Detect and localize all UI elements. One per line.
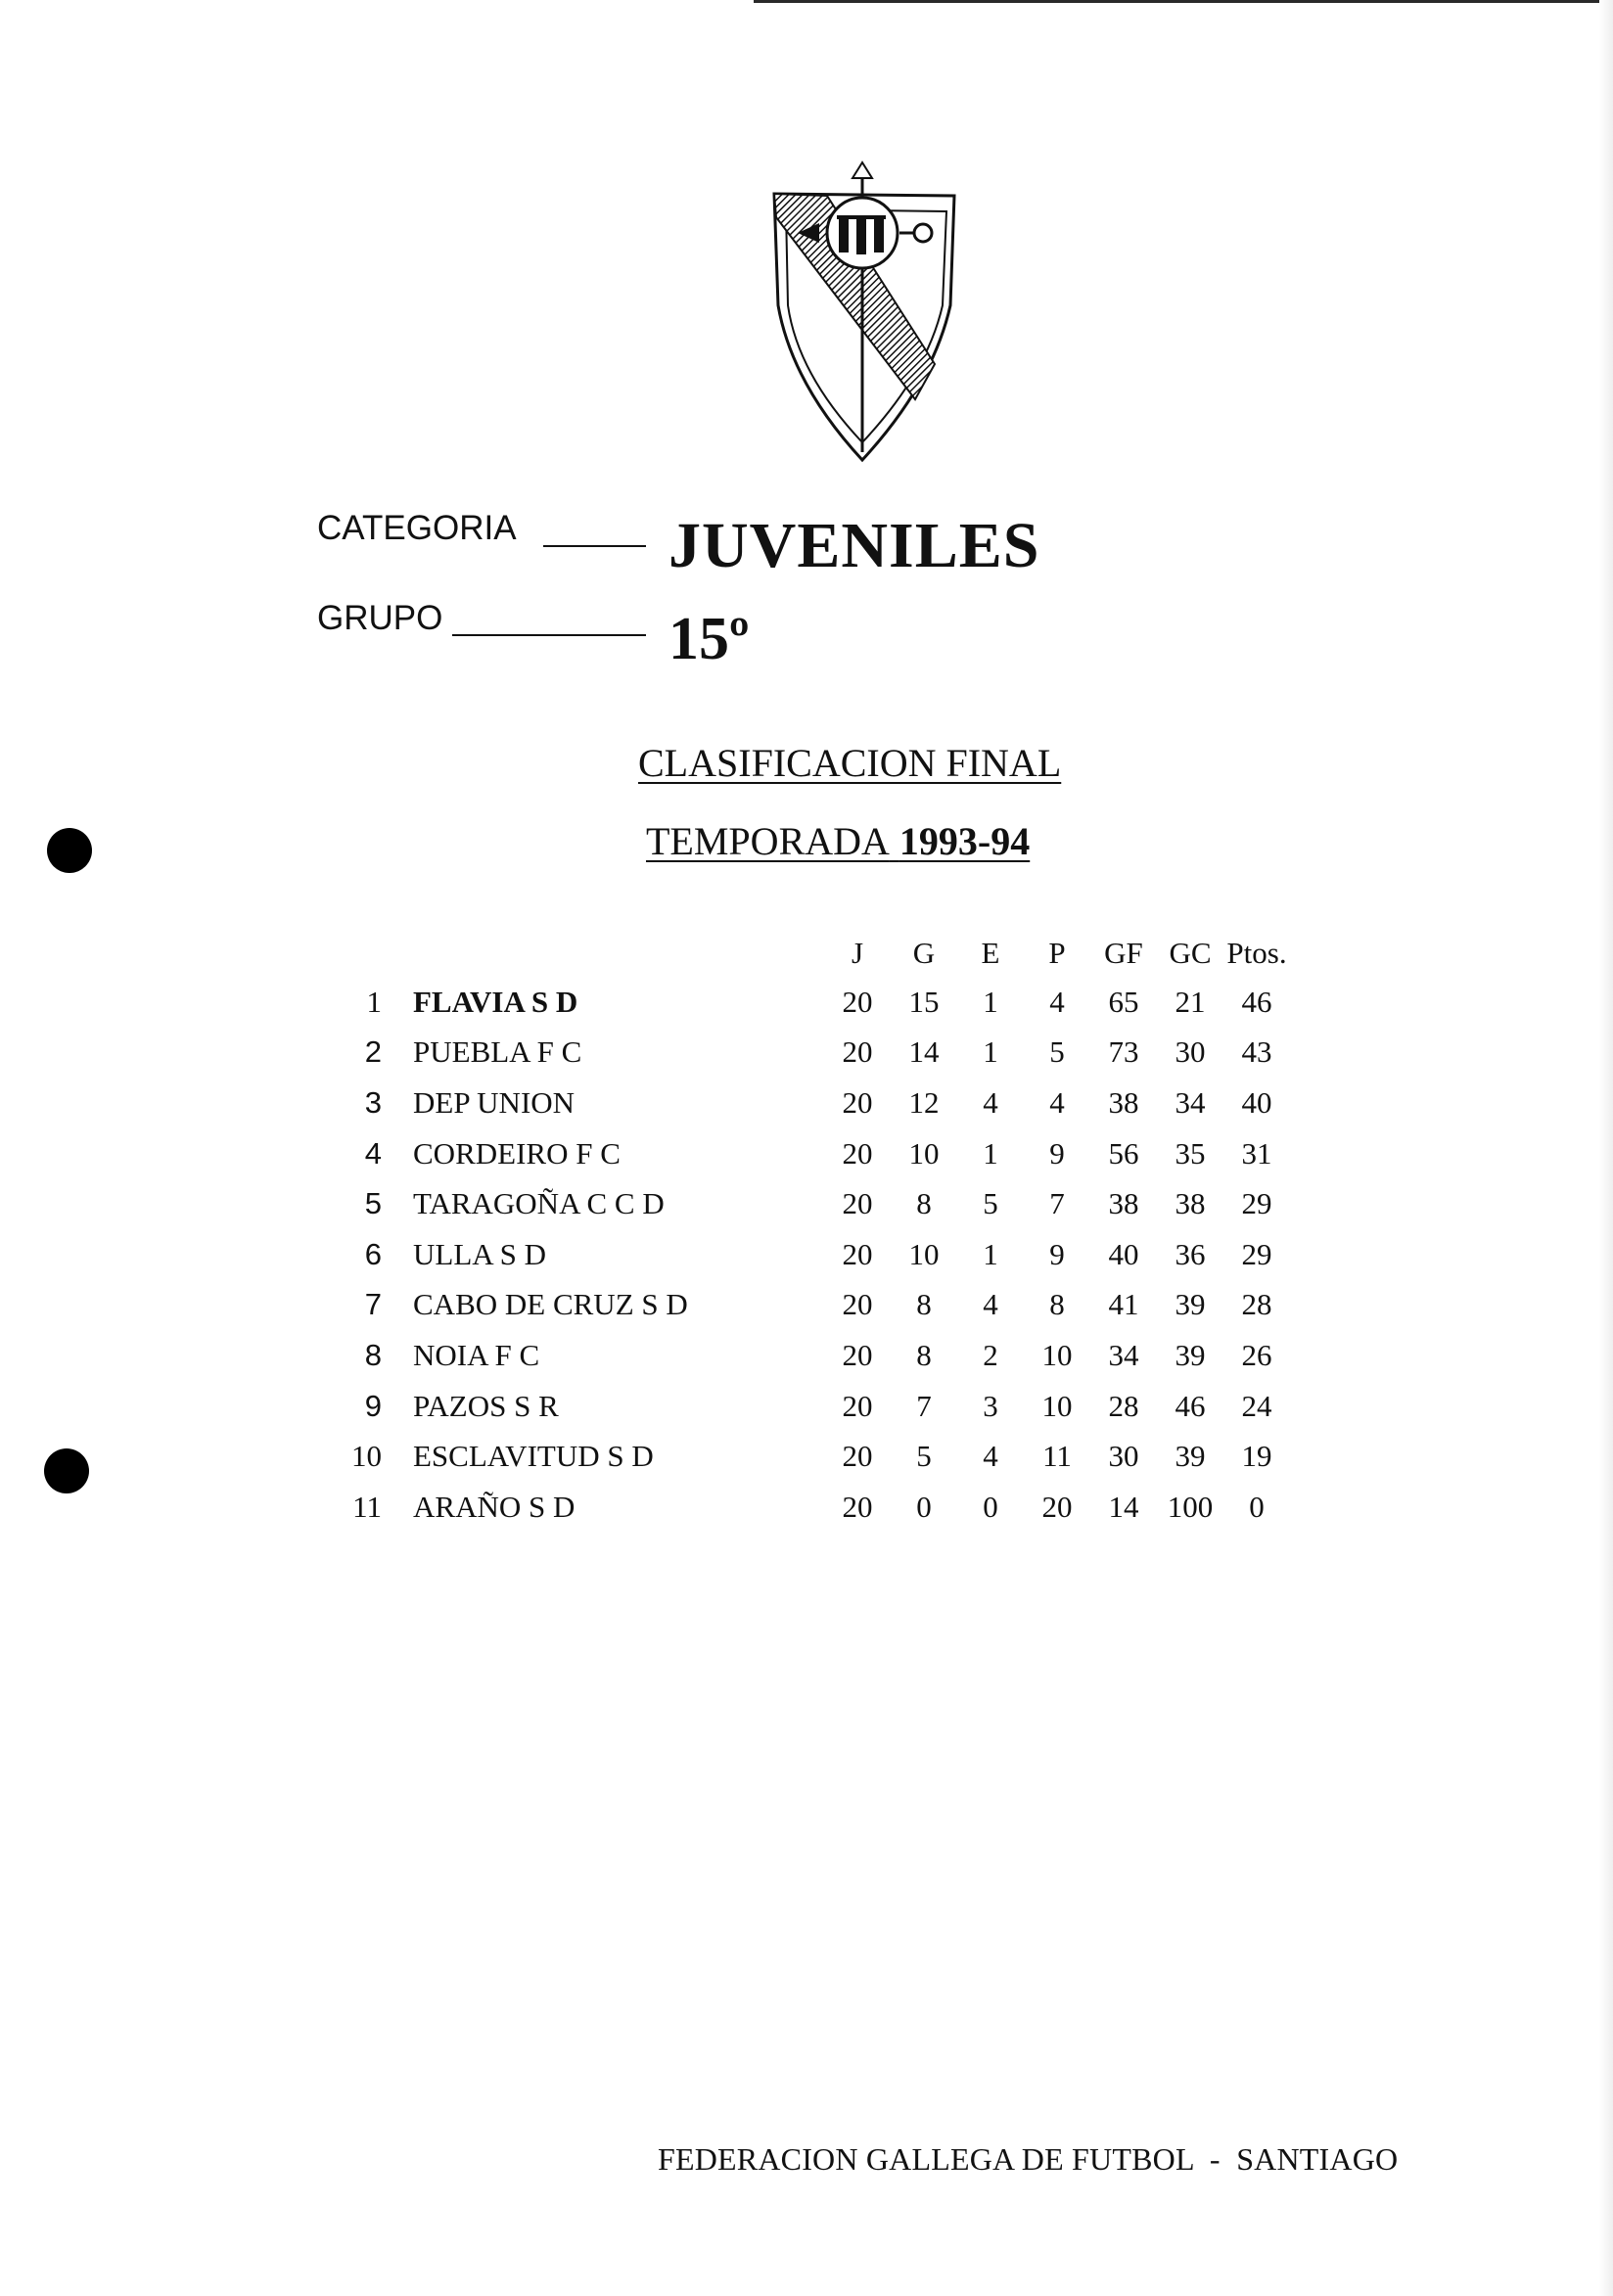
row-gc: 36 bbox=[1175, 1236, 1206, 1271]
row-e: 1 bbox=[983, 984, 998, 1019]
row-gf: 40 bbox=[1108, 1236, 1139, 1271]
table-row bbox=[333, 1028, 1290, 1079]
row-ptos: 46 bbox=[1241, 984, 1272, 1019]
row-position: 9 bbox=[364, 1388, 382, 1423]
row-gf: 41 bbox=[1108, 1287, 1139, 1322]
row-position: 7 bbox=[364, 1287, 382, 1322]
row-gc: 34 bbox=[1175, 1084, 1206, 1120]
row-gc: 21 bbox=[1175, 984, 1206, 1019]
row-p: 5 bbox=[1049, 1034, 1065, 1070]
row-e: 1 bbox=[983, 1034, 998, 1070]
row-g: 15 bbox=[908, 984, 940, 1019]
row-p: 8 bbox=[1049, 1287, 1065, 1322]
row-g: 0 bbox=[916, 1489, 932, 1524]
row-p: 4 bbox=[1049, 984, 1065, 1019]
table-row bbox=[333, 1128, 1290, 1179]
row-gf: 56 bbox=[1108, 1135, 1139, 1171]
row-ptos: 0 bbox=[1249, 1489, 1265, 1524]
row-e: 0 bbox=[983, 1489, 998, 1524]
row-ptos: 28 bbox=[1241, 1287, 1272, 1322]
table-row bbox=[333, 1330, 1290, 1381]
row-p: 4 bbox=[1049, 1084, 1065, 1120]
row-p: 9 bbox=[1049, 1236, 1065, 1271]
clasificacion-heading: CLASIFICACION FINAL bbox=[638, 741, 1062, 785]
row-position: 3 bbox=[364, 1084, 382, 1120]
table-row bbox=[333, 977, 1290, 1028]
row-club: ESCLAVITUD S D bbox=[413, 1439, 654, 1474]
grupo-label: GRUPO bbox=[317, 599, 443, 637]
standings-table bbox=[333, 930, 1290, 1533]
scan-top-edge bbox=[754, 0, 1613, 3]
row-e: 4 bbox=[983, 1287, 998, 1322]
row-ptos: 24 bbox=[1241, 1388, 1272, 1423]
footer bbox=[658, 2141, 1398, 2178]
categoria-label: CATEGORIA bbox=[317, 509, 517, 547]
row-gf: 14 bbox=[1108, 1489, 1139, 1524]
federation-crest-logo bbox=[768, 159, 964, 464]
table-row bbox=[333, 1280, 1290, 1331]
footer-separator: - bbox=[1209, 2141, 1221, 2177]
temporada-heading bbox=[646, 818, 1030, 864]
row-g: 14 bbox=[908, 1034, 940, 1070]
row-j: 20 bbox=[842, 1135, 873, 1171]
row-gf: 65 bbox=[1108, 984, 1139, 1019]
row-position: 5 bbox=[364, 1186, 382, 1221]
column-header-p: P bbox=[1048, 936, 1066, 970]
row-p: 11 bbox=[1042, 1439, 1072, 1474]
column-header-ptos: Ptos. bbox=[1226, 936, 1287, 970]
row-e: 4 bbox=[983, 1439, 998, 1474]
row-gc: 38 bbox=[1175, 1186, 1206, 1221]
row-gf: 73 bbox=[1108, 1034, 1139, 1070]
categoria-value: JUVENILES bbox=[668, 510, 1040, 581]
row-position: 10 bbox=[351, 1439, 382, 1474]
row-p: 10 bbox=[1041, 1388, 1073, 1423]
row-e: 3 bbox=[983, 1388, 998, 1423]
table-row bbox=[333, 1229, 1290, 1280]
row-gc: 39 bbox=[1175, 1337, 1206, 1372]
row-ptos: 43 bbox=[1241, 1034, 1272, 1070]
row-ptos: 40 bbox=[1241, 1084, 1272, 1120]
row-g: 12 bbox=[908, 1084, 940, 1120]
row-gc: 35 bbox=[1175, 1135, 1206, 1171]
row-j: 20 bbox=[842, 1034, 873, 1070]
row-position: 4 bbox=[364, 1135, 382, 1171]
row-club: NOIA F C bbox=[413, 1337, 540, 1372]
row-gc: 39 bbox=[1175, 1287, 1206, 1322]
row-e: 2 bbox=[983, 1337, 998, 1372]
column-header-gf: GF bbox=[1104, 936, 1143, 970]
row-g: 5 bbox=[916, 1439, 932, 1474]
grupo-value: 15º bbox=[668, 606, 750, 672]
footer-city: SANTIAGO bbox=[1236, 2141, 1399, 2177]
row-club: ULLA S D bbox=[413, 1236, 547, 1271]
row-p: 7 bbox=[1049, 1186, 1065, 1221]
row-gc: 39 bbox=[1175, 1439, 1206, 1474]
row-j: 20 bbox=[842, 1388, 873, 1423]
pos-column-header bbox=[333, 930, 382, 977]
binder-hole-bottom bbox=[44, 1448, 89, 1493]
table-row bbox=[333, 1178, 1290, 1229]
row-e: 1 bbox=[983, 1135, 998, 1171]
row-p: 9 bbox=[1049, 1135, 1065, 1171]
row-club: CABO DE CRUZ S D bbox=[413, 1287, 688, 1322]
row-e: 1 bbox=[983, 1236, 998, 1271]
table-row bbox=[333, 1078, 1290, 1128]
row-gc: 30 bbox=[1175, 1034, 1206, 1070]
table-row bbox=[333, 1431, 1290, 1482]
row-position: 11 bbox=[352, 1489, 382, 1524]
row-j: 20 bbox=[842, 1287, 873, 1322]
column-header-e: E bbox=[981, 936, 1000, 970]
season-value: 1993-94 bbox=[899, 819, 1031, 863]
row-e: 4 bbox=[983, 1084, 998, 1120]
row-ptos: 29 bbox=[1241, 1186, 1272, 1221]
row-ptos: 26 bbox=[1241, 1337, 1272, 1372]
column-header-gc: GC bbox=[1169, 936, 1212, 970]
row-g: 8 bbox=[916, 1186, 932, 1221]
row-p: 20 bbox=[1041, 1489, 1073, 1524]
row-club: PAZOS S R bbox=[413, 1388, 559, 1423]
row-position: 6 bbox=[364, 1236, 382, 1271]
row-club: DEP UNION bbox=[413, 1084, 576, 1120]
row-position: 8 bbox=[364, 1337, 382, 1372]
row-gc: 46 bbox=[1175, 1388, 1206, 1423]
row-position: 1 bbox=[366, 984, 382, 1019]
row-g: 8 bbox=[916, 1287, 932, 1322]
row-j: 20 bbox=[842, 1439, 873, 1474]
table-row bbox=[333, 1482, 1290, 1533]
column-header-j: J bbox=[851, 936, 864, 970]
column-header-g: G bbox=[912, 936, 936, 970]
row-j: 20 bbox=[842, 1186, 873, 1221]
row-gf: 30 bbox=[1108, 1439, 1139, 1474]
table-row bbox=[333, 1381, 1290, 1432]
row-position: 2 bbox=[364, 1034, 382, 1070]
row-e: 5 bbox=[983, 1186, 998, 1221]
row-club: ARAÑO S D bbox=[413, 1489, 576, 1524]
row-ptos: 19 bbox=[1241, 1439, 1272, 1474]
row-gf: 38 bbox=[1108, 1084, 1139, 1120]
row-club: PUEBLA F C bbox=[413, 1034, 582, 1070]
row-gf: 34 bbox=[1108, 1337, 1139, 1372]
row-g: 7 bbox=[916, 1388, 932, 1423]
row-gf: 38 bbox=[1108, 1186, 1139, 1221]
row-j: 20 bbox=[842, 1489, 873, 1524]
row-g: 10 bbox=[908, 1135, 940, 1171]
binder-hole-top bbox=[47, 828, 92, 873]
footer-organization: FEDERACION GALLEGA DE FUTBOL bbox=[658, 2141, 1194, 2177]
row-ptos: 29 bbox=[1241, 1236, 1272, 1271]
row-j: 20 bbox=[842, 1084, 873, 1120]
row-club: TARAGOÑA C C D bbox=[413, 1186, 665, 1221]
standings-header-row bbox=[333, 930, 1290, 977]
categoria-underline bbox=[543, 545, 646, 547]
row-j: 20 bbox=[842, 984, 873, 1019]
row-j: 20 bbox=[842, 1337, 873, 1372]
temporada-label: TEMPORADA bbox=[646, 819, 890, 863]
row-j: 20 bbox=[842, 1236, 873, 1271]
row-g: 10 bbox=[908, 1236, 940, 1271]
grupo-underline bbox=[452, 634, 646, 636]
row-ptos: 31 bbox=[1241, 1135, 1272, 1171]
row-gc: 100 bbox=[1167, 1489, 1214, 1524]
club-column-header bbox=[382, 930, 824, 977]
row-gf: 28 bbox=[1108, 1388, 1139, 1423]
row-club: CORDEIRO F C bbox=[413, 1135, 621, 1171]
row-p: 10 bbox=[1041, 1337, 1073, 1372]
row-g: 8 bbox=[916, 1337, 932, 1372]
row-club: FLAVIA S D bbox=[413, 984, 578, 1019]
scan-right-edge bbox=[1599, 0, 1613, 2296]
